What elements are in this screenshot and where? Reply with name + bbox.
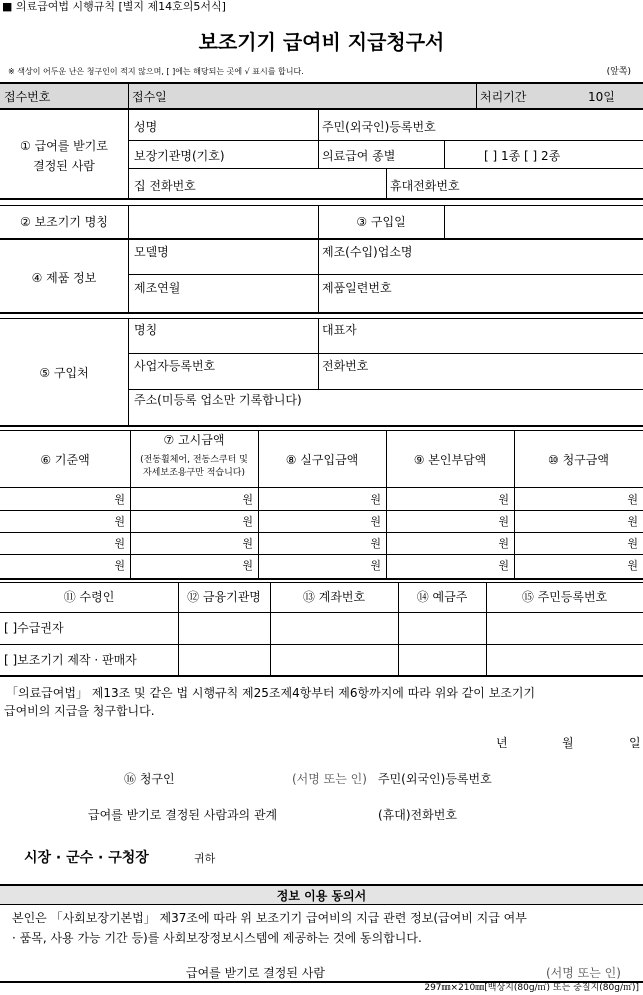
claimant-mobile: (휴대)전화번호 — [378, 808, 457, 822]
mobile-phone-label: 휴대전화번호 — [390, 179, 460, 193]
consent-title: 정보 이용 동의서 — [276, 889, 367, 903]
reception-row — [0, 84, 643, 108]
amount-cell-unit[interactable]: 원 — [627, 493, 638, 506]
reception-number-label: 접수번호 — [4, 90, 51, 104]
resident-number-label: 주민(외국인)등록번호 — [322, 120, 436, 134]
amount-cell-unit[interactable]: 원 — [370, 559, 381, 572]
amount-cell-unit[interactable]: 원 — [242, 559, 253, 572]
payee-col-recipient: ⑪ 수령인 — [63, 590, 115, 604]
date-month: 월 — [562, 736, 574, 750]
claimant-resident-number: 주민(외국인)등록번호 — [378, 772, 492, 786]
amount-cell-unit[interactable]: 원 — [498, 493, 509, 506]
amount-cell-unit[interactable]: 원 — [627, 515, 638, 528]
consent-line-1: 본인은 「사회보장기본법」 제37조에 따라 위 보조기기 급여비의 지급 관련 정보(급여비 지급 여부 — [12, 911, 527, 925]
vendor-phone-label: 전화번호 — [322, 359, 369, 373]
amount-cell-unit[interactable]: 원 — [370, 537, 381, 550]
form-note: ※ 색상이 어두운 난은 청구인이 적지 않으며, [ ]에는 해당되는 곳에 √ 표시를 합니다. — [8, 67, 304, 76]
medical-type-label: 의료급여 종별 — [322, 149, 396, 163]
date-day: 일 — [629, 736, 641, 750]
amount-cell-unit[interactable]: 원 — [627, 559, 638, 572]
vendor-section-label: ⑤ 구입처 — [39, 366, 89, 380]
amount-col-actual: ⑧ 실구입금액 — [285, 453, 359, 467]
name-label: 성명 — [134, 120, 158, 134]
amount-col-base: ⑥ 기준액 — [40, 453, 90, 467]
payee-option-recipient[interactable]: [ ]수급권자 — [4, 621, 64, 635]
date-year: 년 — [496, 736, 508, 750]
amount-col-self: ⑨ 본인부담액 — [413, 453, 487, 467]
amount-row-divider — [0, 532, 643, 533]
biz-number-label: 사업자등록번호 — [134, 359, 216, 373]
model-label: 모델명 — [134, 245, 169, 259]
amount-col-claim: ⑩ 청구금액 — [548, 453, 609, 467]
product-section-label: ④ 제품 정보 — [31, 271, 97, 285]
amount-cell-unit[interactable]: 원 — [114, 537, 125, 550]
amount-row-divider — [0, 554, 643, 555]
claimant-sign: (서명 또는 인) — [292, 772, 367, 786]
amount-cell-unit[interactable]: 원 — [498, 559, 509, 572]
vendor-address-label: 주소(미등록 업소만 기록합니다) — [134, 393, 302, 407]
payee-col-bank: ⑫ 금융기관명 — [187, 590, 261, 604]
manufacture-year-label: 제조연월 — [134, 281, 181, 295]
guardian-label: 보장기관명(기호) — [134, 149, 225, 163]
relation-label: 급여를 받기로 결정된 사람과의 관계 — [88, 808, 278, 822]
payee-option-vendor[interactable]: [ ]보조기기 제작 · 판매자 — [4, 653, 137, 667]
amount-cell-unit[interactable]: 원 — [498, 515, 509, 528]
amount-cell-unit[interactable]: 원 — [627, 537, 638, 550]
claimant-label: ⑯ 청구인 — [124, 772, 175, 786]
serial-number-label: 제품일련번호 — [322, 281, 392, 295]
home-phone-label: 집 전화번호 — [134, 179, 196, 193]
amount-col-notified-note-1: (전동휠체어, 전동스쿠터 및 — [140, 455, 248, 465]
addressee-suffix: 귀하 — [194, 852, 216, 865]
purchase-date-label: ③ 구입일 — [356, 215, 406, 229]
medical-type-options[interactable]: [ ] 1종 [ ] 2종 — [484, 149, 561, 163]
recipient-section-label-1: ① 급여를 받기로 — [20, 139, 108, 153]
payee-col-resident: ⑮ 주민등록번호 — [521, 590, 608, 604]
device-name-label: ② 보조기기 명칭 — [20, 215, 108, 229]
processing-period-label: 처리기간 — [480, 90, 527, 104]
amount-cell-unit[interactable]: 원 — [114, 515, 125, 528]
reception-date-label: 접수일 — [132, 90, 167, 104]
vendor-rep-label: 대표자 — [322, 323, 357, 337]
amount-cell-unit[interactable]: 원 — [242, 493, 253, 506]
page-side: (앞쪽) — [606, 67, 631, 77]
consent-signer: 급여를 받기로 결정된 사람 — [186, 966, 325, 980]
paper-spec: 297㎜×210㎜[백상지(80g/㎡) 또는 중질지(80g/㎡)] — [424, 983, 639, 993]
payee-col-account: ⑬ 계좌번호 — [302, 590, 366, 604]
amount-row-divider — [0, 510, 643, 511]
manufacturer-label: 제조(수입)업소명 — [322, 245, 413, 259]
processing-period-value: 10일 — [588, 90, 615, 104]
amount-col-notified-note-2: 자세보조용구만 적습니다) — [142, 468, 245, 478]
consent-line-2: · 품목, 사용 가능 기간 등)를 사회보장정보시스템에 제공하는 것에 동의합니다. — [12, 931, 422, 945]
recipient-section-label-2: 결정된 사람 — [33, 159, 95, 173]
form-title: 보조기기 급여비 지급청구서 — [198, 30, 445, 54]
amount-cell-unit[interactable]: 원 — [114, 493, 125, 506]
amount-cell-unit[interactable]: 원 — [242, 537, 253, 550]
payee-col-holder: ⑭ 예금주 — [416, 590, 468, 604]
amount-cell-unit[interactable]: 원 — [498, 537, 509, 550]
amount-col-notified: ⑦ 고시금액 — [163, 433, 225, 447]
law-reference: ■ 의료급여법 시행규칙 [별지 제14호의5서식] — [2, 0, 226, 13]
declaration-line-1: 「의료급여법」 제13조 및 같은 법 시행규칙 제25조제4항부터 제6항까지에 따라 위와 같이 보조기기 — [6, 686, 536, 700]
amount-cell-unit[interactable]: 원 — [114, 559, 125, 572]
amount-cell-unit[interactable]: 원 — [370, 493, 381, 506]
consent-sign: (서명 또는 인) — [546, 966, 621, 980]
amount-cell-unit[interactable]: 원 — [242, 515, 253, 528]
vendor-name-label: 명칭 — [134, 323, 158, 337]
addressee: 시장 · 군수 · 구청장 — [24, 850, 149, 866]
declaration-line-2: 급여비의 지급을 청구합니다. — [4, 704, 155, 718]
amount-cell-unit[interactable]: 원 — [370, 515, 381, 528]
